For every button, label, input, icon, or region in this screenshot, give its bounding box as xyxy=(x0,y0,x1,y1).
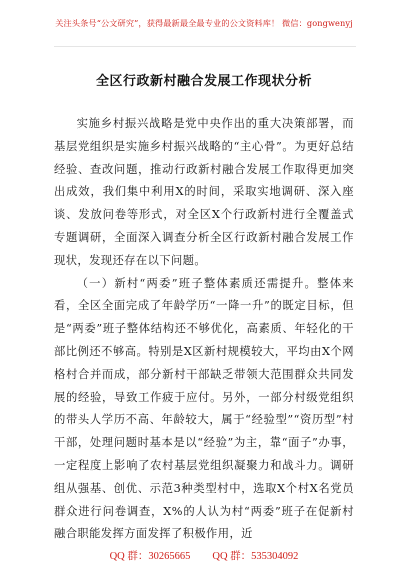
banner-text: 关注头条号“公文研究”，获得最新最全最专业的公文资料库！ 微信：gongwenyj xyxy=(55,18,353,28)
footer-qq-group-1: QQ 群：30265665 xyxy=(109,551,191,562)
intro-paragraph: 实施乡村振兴战略是党中央作出的重大决策部署，而基层党组织是实施乡村振兴战略的“主心骨”。为更好总结经验、查改问题，推动行政新村融合发展工作取得更加突出成效，我们集中利用X的时间，采取实地调研、深入座谈、发放问卷等形式，对全区X个行政新村进行全覆盖式专题调研，全面深入调查分析全区行政新村融合发展工作现状，发现还存在以下问题。 xyxy=(54,117,354,267)
section-one-paragraph: （一）新村“两委”班子整体素质还需提升。整体来看，全区全面完成了年龄学历“一降一升”的既定目标，但是“两委”班子整体结构还不够优化，高素质、年轻化的干部比例还不够高。特别是X区新村规模较大，平均由X个网格村合并而成，部分新村干部缺乏带领大范围群众共同发展的经验，导致工作疲于应付。另外，一部分村级党组织的带头人学历不高、年龄较大，属于“经验型”“资历型”村干部，处理问题时基本是以“经验”为主，靠“面子”办事，一定程度上影响了农村基层党组织凝聚力和战斗力。调研组从强基、创优、示范3种类型村中，选取X个村X名党员群众进行问卷调查，X%的人认为村“两委”班子在促新村融合职能发挥方面发挥了积极作用，近 xyxy=(54,276,354,541)
document-title: 全区行政新村融合发展工作现状分析 xyxy=(95,74,312,89)
document-body xyxy=(54,113,354,546)
header-banner xyxy=(0,18,408,29)
header-divider xyxy=(54,46,356,47)
footer xyxy=(0,548,408,563)
footer-qq-group-2: QQ 群：535304092 xyxy=(212,551,299,562)
